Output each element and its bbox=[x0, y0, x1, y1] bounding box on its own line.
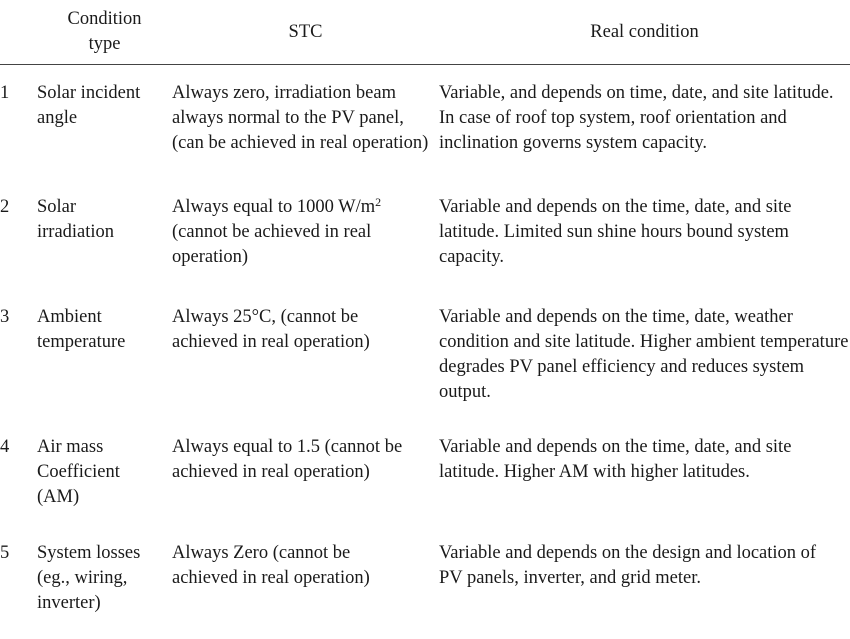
stc-value: Always 25°C, (cannot be achieved in real operation) bbox=[172, 307, 370, 352]
condition-type-cell bbox=[37, 181, 172, 290]
table-row bbox=[0, 290, 850, 423]
real-condition-cell bbox=[439, 423, 850, 529]
stc-value-text: Always equal to 1000 W/m bbox=[172, 197, 376, 217]
header-condition-type-label: Condition type bbox=[67, 9, 142, 54]
stc-value-text-cont: (cannot be achieved in real operation) bbox=[172, 222, 372, 267]
condition-type-cell bbox=[37, 423, 172, 529]
stc-cell bbox=[172, 529, 439, 616]
header-condition-type bbox=[37, 0, 172, 65]
real-condition-value: Variable, and depends on time, date, and site latitude. In case of roof top system, roof orientation and inclination governs system capacity. bbox=[439, 83, 834, 153]
condition-type-cell bbox=[37, 65, 172, 182]
condition-type: Solar irradiation bbox=[37, 197, 115, 242]
stc-cell bbox=[172, 65, 439, 182]
row-number: 4 bbox=[0, 437, 10, 457]
real-condition-cell bbox=[439, 181, 850, 290]
row-number: 5 bbox=[0, 543, 10, 563]
condition-type: Air mass Coefficient (AM) bbox=[37, 437, 120, 507]
stc-value bbox=[172, 195, 417, 270]
stc-value: Always zero, irradiation beam always normal to the PV panel, (can be achieved in real operation) bbox=[172, 83, 429, 153]
real-condition-cell bbox=[439, 290, 850, 423]
row-number: 1 bbox=[0, 83, 10, 103]
stc-cell bbox=[172, 181, 439, 290]
real-condition-value: Variable and depends on the design and location of PV panels, inverter, and grid meter. bbox=[439, 543, 817, 588]
header-stc: STC bbox=[172, 0, 439, 65]
real-condition-cell bbox=[439, 529, 850, 616]
row-number: 3 bbox=[0, 307, 10, 327]
real-condition-value: Variable and depends on the time, date, weather condition and site latitude. Higher ambient temperature degrades PV panel efficiency and reduces system output. bbox=[439, 307, 849, 402]
condition-type-cell bbox=[37, 290, 172, 423]
header-number bbox=[0, 0, 37, 65]
row-number: 2 bbox=[0, 197, 10, 217]
condition-type: Solar incident angle bbox=[37, 83, 141, 128]
condition-type: Ambient temperature bbox=[37, 307, 126, 352]
table-row bbox=[0, 181, 850, 290]
superscript-exponent: 2 bbox=[375, 195, 382, 209]
real-condition-value: Variable and depends on the time, date, and site latitude. Limited sun shine hours bound system capacity. bbox=[439, 197, 792, 267]
table-header bbox=[0, 0, 850, 65]
header-real-condition: Real condition bbox=[439, 0, 850, 65]
table-row bbox=[0, 529, 850, 616]
table-row bbox=[0, 65, 850, 182]
real-condition-value: Variable and depends on the time, date, and site latitude. Higher AM with higher latitudes. bbox=[439, 437, 792, 482]
condition-type: System losses (eg., wiring, inverter) bbox=[37, 543, 141, 613]
stc-value: Always Zero (cannot be achieved in real operation) bbox=[172, 543, 370, 588]
stc-value: Always equal to 1.5 (cannot be achieved in real operation) bbox=[172, 437, 403, 482]
stc-cell bbox=[172, 423, 439, 529]
condition-type-cell bbox=[37, 529, 172, 616]
stc-cell bbox=[172, 290, 439, 423]
real-condition-cell bbox=[439, 65, 850, 182]
table-row bbox=[0, 423, 850, 529]
